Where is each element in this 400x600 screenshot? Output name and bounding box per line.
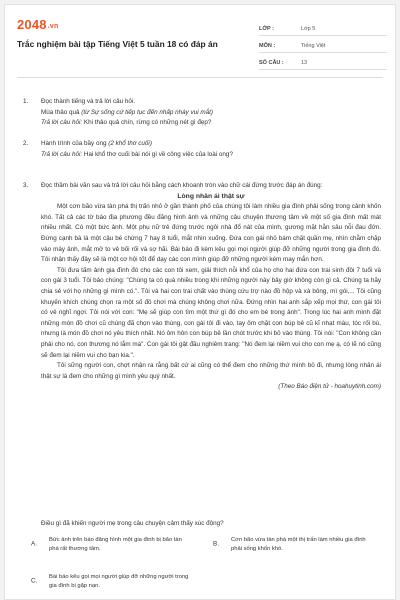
question-text: Hai khổ thơ cuối bài nói gì về công việc của loài ong? [82,150,233,158]
question-line [41,139,381,150]
meta-value: Tiếng Việt [301,43,326,49]
question-1 [23,97,381,129]
question-text: Khi thảo quả chín, rừng có những nét gì đẹp? [82,119,212,127]
question-number: 3. [23,182,29,189]
meta-value: Lớp 5 [301,26,316,32]
option-text: Bức ảnh trên báo đăng hình một gia đình bị bão tàn phá rất thương tâm. [49,537,182,552]
question-line [41,150,381,161]
logo-text: 2048 [17,17,47,32]
reading-title: Mùa thảo quả [41,108,82,116]
question-number: 2. [23,140,29,147]
page-title: Trắc nghiệm bài tập Tiếng Việt 5 tuần 18 có đáp án [17,39,218,49]
question-line [41,108,381,119]
option-text: Bài báo kêu gọi mọi người giúp đỡ những người trong gia đình bị gặp nạn. [49,574,189,589]
meta-value: 13 [301,60,308,66]
meta-key: LỚP : [259,26,274,32]
option-text: Cơn bão vừa tàn phá một thị trấn làm nhiều gia đình phải sống khốn khó. [231,537,366,552]
passage-paragraph: Một cơn bão vừa tàn phá thị trấn nhỏ ở gần thành phố của chúng tôi làm nhiều gia đình phải sống trong cảnh khốn khó. Tất cả các tờ báo địa phương đều đăng hình ảnh và những câu chuyện thương tâm về một số gia đình mất mát nhiều nhất. Có một bức ảnh. Một phụ nữ trẻ đứng trước ngôi nhà đổ nát của mình, gương mặt hằn sâu nỗi đau đớn. Đứng cạnh bà là một cậu bé chừng 7 hay 8 tuổi, mắt nhìn xuống. Đứa con gái nhỏ bám chặt quần mẹ, nhìn chằm chặp vào máy ảnh, mắt mở to vẻ bối rối và sợ hãi. Bài báo đi kèm kêu gọi mọi người giúp đỡ những người trong gia đình đó. Tôi nhận thấy đây sẽ là một cơ hội tốt để dạy các con mình giúp đỡ những người kém may mắn hơn. [41,203,381,264]
option-letter: C. [31,577,38,585]
option-a[interactable] [31,536,191,553]
header [5,5,395,77]
reading-title: Hành trình của bầy ong [41,140,109,147]
answer-prompt: Trả lời câu hỏi: [41,119,83,127]
reading-range: (từ Sự sống cứ tiếp tục đến nhấp nháy vui mắt) [81,108,213,116]
document-page [4,4,396,600]
question-3 [23,181,381,393]
logo-domain: .vn [47,23,59,30]
site-logo[interactable] [17,17,58,32]
question-instruction: Đọc thầm bài văn sau và trả lời câu hỏi bằng cách khoanh tròn vào chữ cái đứng trước đáp án đúng: [41,182,323,189]
question-line [41,118,381,129]
header-divider [17,77,383,78]
passage-source: (Theo Báo điện tử - hoahuytinh.com) [278,383,381,391]
option-letter: A. [31,540,37,548]
meta-row-count [259,53,387,70]
reading-range: (2 khổ thơ cuối) [108,140,152,147]
question-number: 1. [23,98,29,105]
answer-prompt: Trả lời câu hỏi: [41,150,83,158]
passage-title: Lòng nhân ái thật sự [177,192,245,200]
meta-key: SỐ CÂU : [259,60,284,66]
meta-row-subject [259,36,387,53]
passage-paragraph: Tôi sững người con, chợt nhận ra rằng bất cứ ai cũng có thể đem cho những thứ mình bỏ đi, nhưng lòng nhân ái thật sự là đem cho những gì mình yêu quý nhất. [41,362,381,380]
sub-question: Điều gì đã khiến người mẹ trong câu chuyện cảm thấy xúc động? [41,520,224,527]
option-c[interactable] [31,573,191,590]
question-2 [23,139,381,160]
passage-paragraph: Tôi đưa tấm ảnh gia đình đó cho các con tôi xem, giải thích nỗi khổ của họ cho hai đứa con trai sinh đôi 7 tuổi và con gái 3 tuổi. Tôi bảo chúng: "Chúng ta có quá nhiều trong khi những người này bây giờ không còn gì cả. Chúng ta hãy chia sẻ với họ những gì mình có.". Tôi và hai con trai chất vào thùng cứu trợ nào đồ hộp và xà bông, mì gói,... Tôi cũng khuyến khích chúng chọn ra một số đồ chơi mà chúng không chơi nữa. Đứng nhìn hai anh sắp xếp mọi thứ, con gái tôi có vẻ nghĩ ngợi. Tôi nói với con: "Mẹ sẽ giúp con tìm một thứ gì đó cho em bé trong ảnh". Trong lúc hai anh mình đặt những món đồ chơi cũ chúng đã chọn vào thùng, con gái tôi đi vào, tay ôm chặt con búp bê cũ kĩ nhạt màu, tóc rối bù, nhưng là món đồ chơi nó yêu thích nhất. Nó ôm hôn con búp bê lần chót trước khi bỏ vào thùng. Tôi nói: "Con không cần phải cho nó, con thương nó lắm mà". Con gái tôi gật đầu nghiêm trang: "Nó đem lại niềm vui cho con mẹ ạ, có lẽ nó cũng sẽ đem lại niềm vui cho bạn kia.". [41,266,381,359]
meta-key: MÔN : [259,43,276,49]
option-letter: B. [213,540,219,548]
question-line: Đọc thành tiếng và trả lời câu hỏi. [41,98,136,105]
meta-table [259,19,387,70]
option-b[interactable] [213,536,373,553]
meta-row-class [259,19,387,36]
